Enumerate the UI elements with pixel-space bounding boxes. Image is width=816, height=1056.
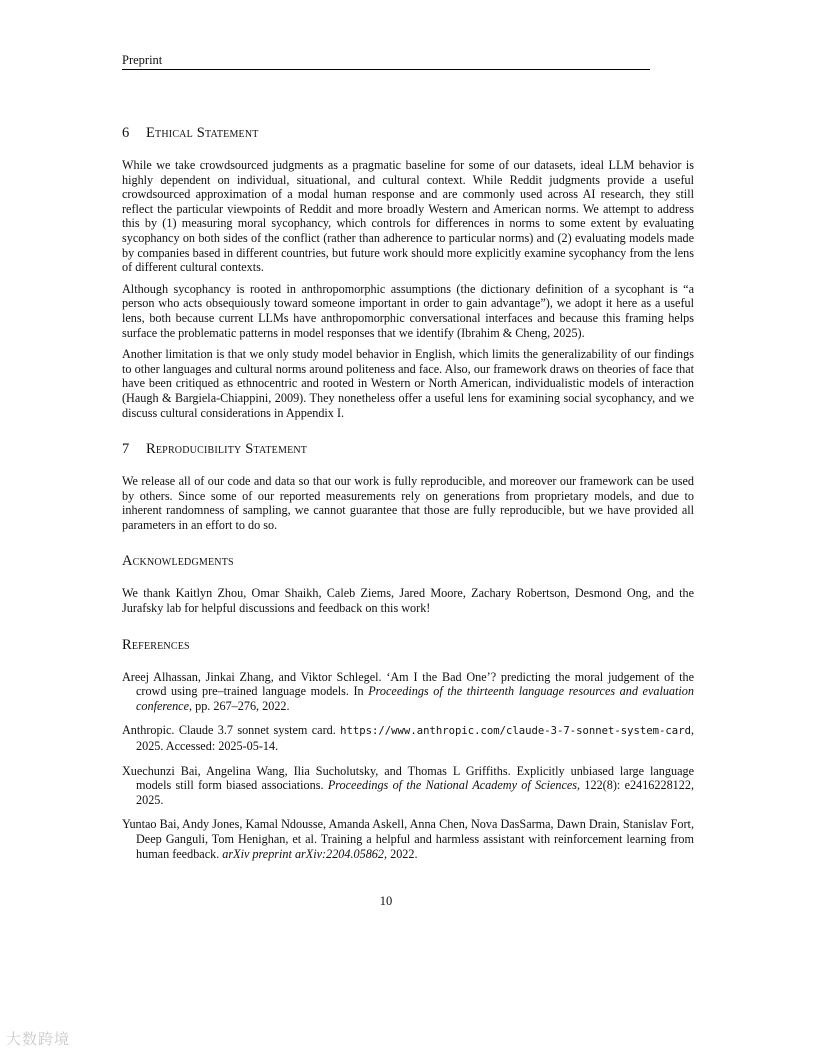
reference-item: Anthropic. Claude 3.7 sonnet system card. https://www.anthropic.com/claude-3-7-sonnet-system-card, 2025. Accessed: 2025-05-14.: [122, 723, 694, 754]
page-number: 10: [379, 894, 393, 908]
reference-venue: arXiv preprint arXiv:2204.05862: [222, 846, 384, 861]
paragraph: Although sycophancy is rooted in anthropomorphic assumptions (the dictionary definition of a sycophant is “a person who acts obsequiously toward someone important in order to gain advantage”), we adopt it here as a useful lens, both because current LLMs have anthropomorphic conversational interfaces and because this framing helps surface the problematic patterns in model responses that we identify (Ibrahim & Cheng, 2025).: [122, 281, 694, 340]
section-heading-ethical: [122, 124, 694, 142]
running-title: Preprint: [122, 52, 650, 70]
section-title: Ethical Statement: [146, 125, 259, 141]
section-number: 7: [122, 441, 130, 458]
reference-item: Areej Alhassan, Jinkai Zhang, and Viktor Schlegel. ‘Am I the Bad One’? predicting the moral judgement of the crowd using pre–trained language models. In Proceedings of the thirteenth language resources and evaluation conference, pp. 267–276, 2022.: [122, 669, 694, 713]
section-heading-reproducibility: [122, 440, 694, 458]
section-number: 6: [122, 125, 130, 141]
reference-venue: Proceedings of the thirteenth language resources and evaluation conference: [136, 684, 694, 713]
reference-venue: Proceedings of the National Academy of Sciences: [327, 778, 578, 793]
section-title: Reproducibility Statement: [146, 441, 308, 458]
reference-item: Xuechunzi Bai, Angelina Wang, Ilia Sucholutsky, and Thomas L Griffiths. Explicitly unbiased large language models still form biased associations. Proceedings of the National Academy of Sciences, 122(8): e2416228122, 2025.: [122, 763, 694, 807]
watermark-logo: 大数跨境: [6, 1030, 71, 1048]
section-heading-acknowledgments: Acknowledgments: [122, 553, 234, 570]
reference-item: Yuntao Bai, Andy Jones, Kamal Ndousse, Amanda Askell, Anna Chen, Nova DasSarma, Dawn Drain, Stanislav Fort, Deep Ganguli, Tom Henighan, et al. Training a helpful and harmless assistant with reinforcement learning from human feedback. arXiv preprint arXiv:2204.05862, 2022.: [122, 817, 694, 861]
paragraph: We release all of our code and data so that our work is fully reproducible, and moreover our framework can be used by others. Since some of our reported measurements rely on generations from proprietary models, and due to inherent randomness of sampling, we cannot guarantee that those are fully reproducible, but we have provided all parameters in an effort to do so.: [122, 474, 694, 532]
page-content: [122, 124, 694, 871]
paragraph: While we take crowdsourced judgments as a pragmatic baseline for some of our datasets, ideal LLM behavior is highly dependent on individual, situational, and cultural context. While Reddit judgments provide a useful crowdsourced approximation of a modal human response and are commonly used across AI research, they still reflect the particular viewpoints of Reddit and more broadly Western and American norms. We attempt to address this by (1) measuring moral sycophancy, which controls for differences in norms to some extent by evaluating sycophancy on both sides of the conflict (rather than adherence to particular norms) and (2) evaluating models made by companies based in different countries, but future work should more explicitly examine sycophancy from the lens of different cultural contexts.: [122, 158, 694, 275]
paragraph: We thank Kaitlyn Zhou, Omar Shaikh, Caleb Ziems, Jared Moore, Zachary Robertson, Desmond Ong, and the Jurafsky lab for helpful discussions and feedback on this work!: [122, 586, 694, 616]
reference-url[interactable]: https://www.anthropic.com/claude-3-7-sonnet-system-card: [340, 725, 691, 738]
paragraph: Another limitation is that we only study model behavior in English, which limits the generalizability of our findings to other languages and cultural norms around politeness and face. Also, our framework draws on theories of face that have been critiqued as ethnocentric and rooted in Western or North American, individualistic models of interaction (Haugh & Bargiela-Chiappini, 2009). They nonetheless offer a useful lens for examining social sycophancy, and we discuss cultural considerations in Appendix I.: [122, 347, 694, 420]
section-heading-references: References: [122, 636, 190, 653]
